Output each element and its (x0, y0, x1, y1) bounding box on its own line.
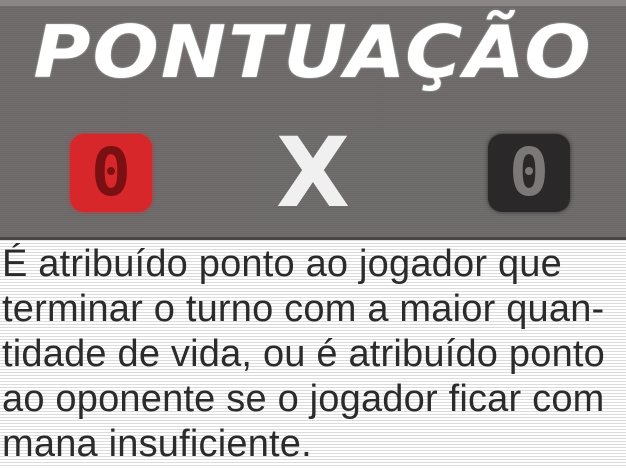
rules-line: tidade de vida, ou é atribuído ponto (2, 333, 605, 375)
rules-line: ao oponente se o jogador ficar com (2, 378, 605, 420)
versus-label: X (275, 128, 351, 218)
score-row (0, 128, 626, 218)
rules-line: terminar o turno com a maior quan- (2, 288, 605, 330)
scoreboard-title: PONTUAÇÃO (33, 11, 593, 95)
rules-description-area (0, 240, 626, 468)
opponent-score-value: 0 (509, 134, 549, 211)
versus-glyph (268, 128, 358, 218)
player-score-badge (70, 134, 152, 212)
player-score-value: 0 (91, 134, 131, 211)
rules-description (2, 242, 626, 467)
opponent-score-badge (488, 134, 570, 212)
panel-top-border (0, 0, 626, 6)
versus-x-icon (268, 128, 358, 218)
rules-line: É atribuído ponto ao jogador que (2, 243, 562, 285)
rules-line: mana insuficiente. (2, 423, 312, 465)
